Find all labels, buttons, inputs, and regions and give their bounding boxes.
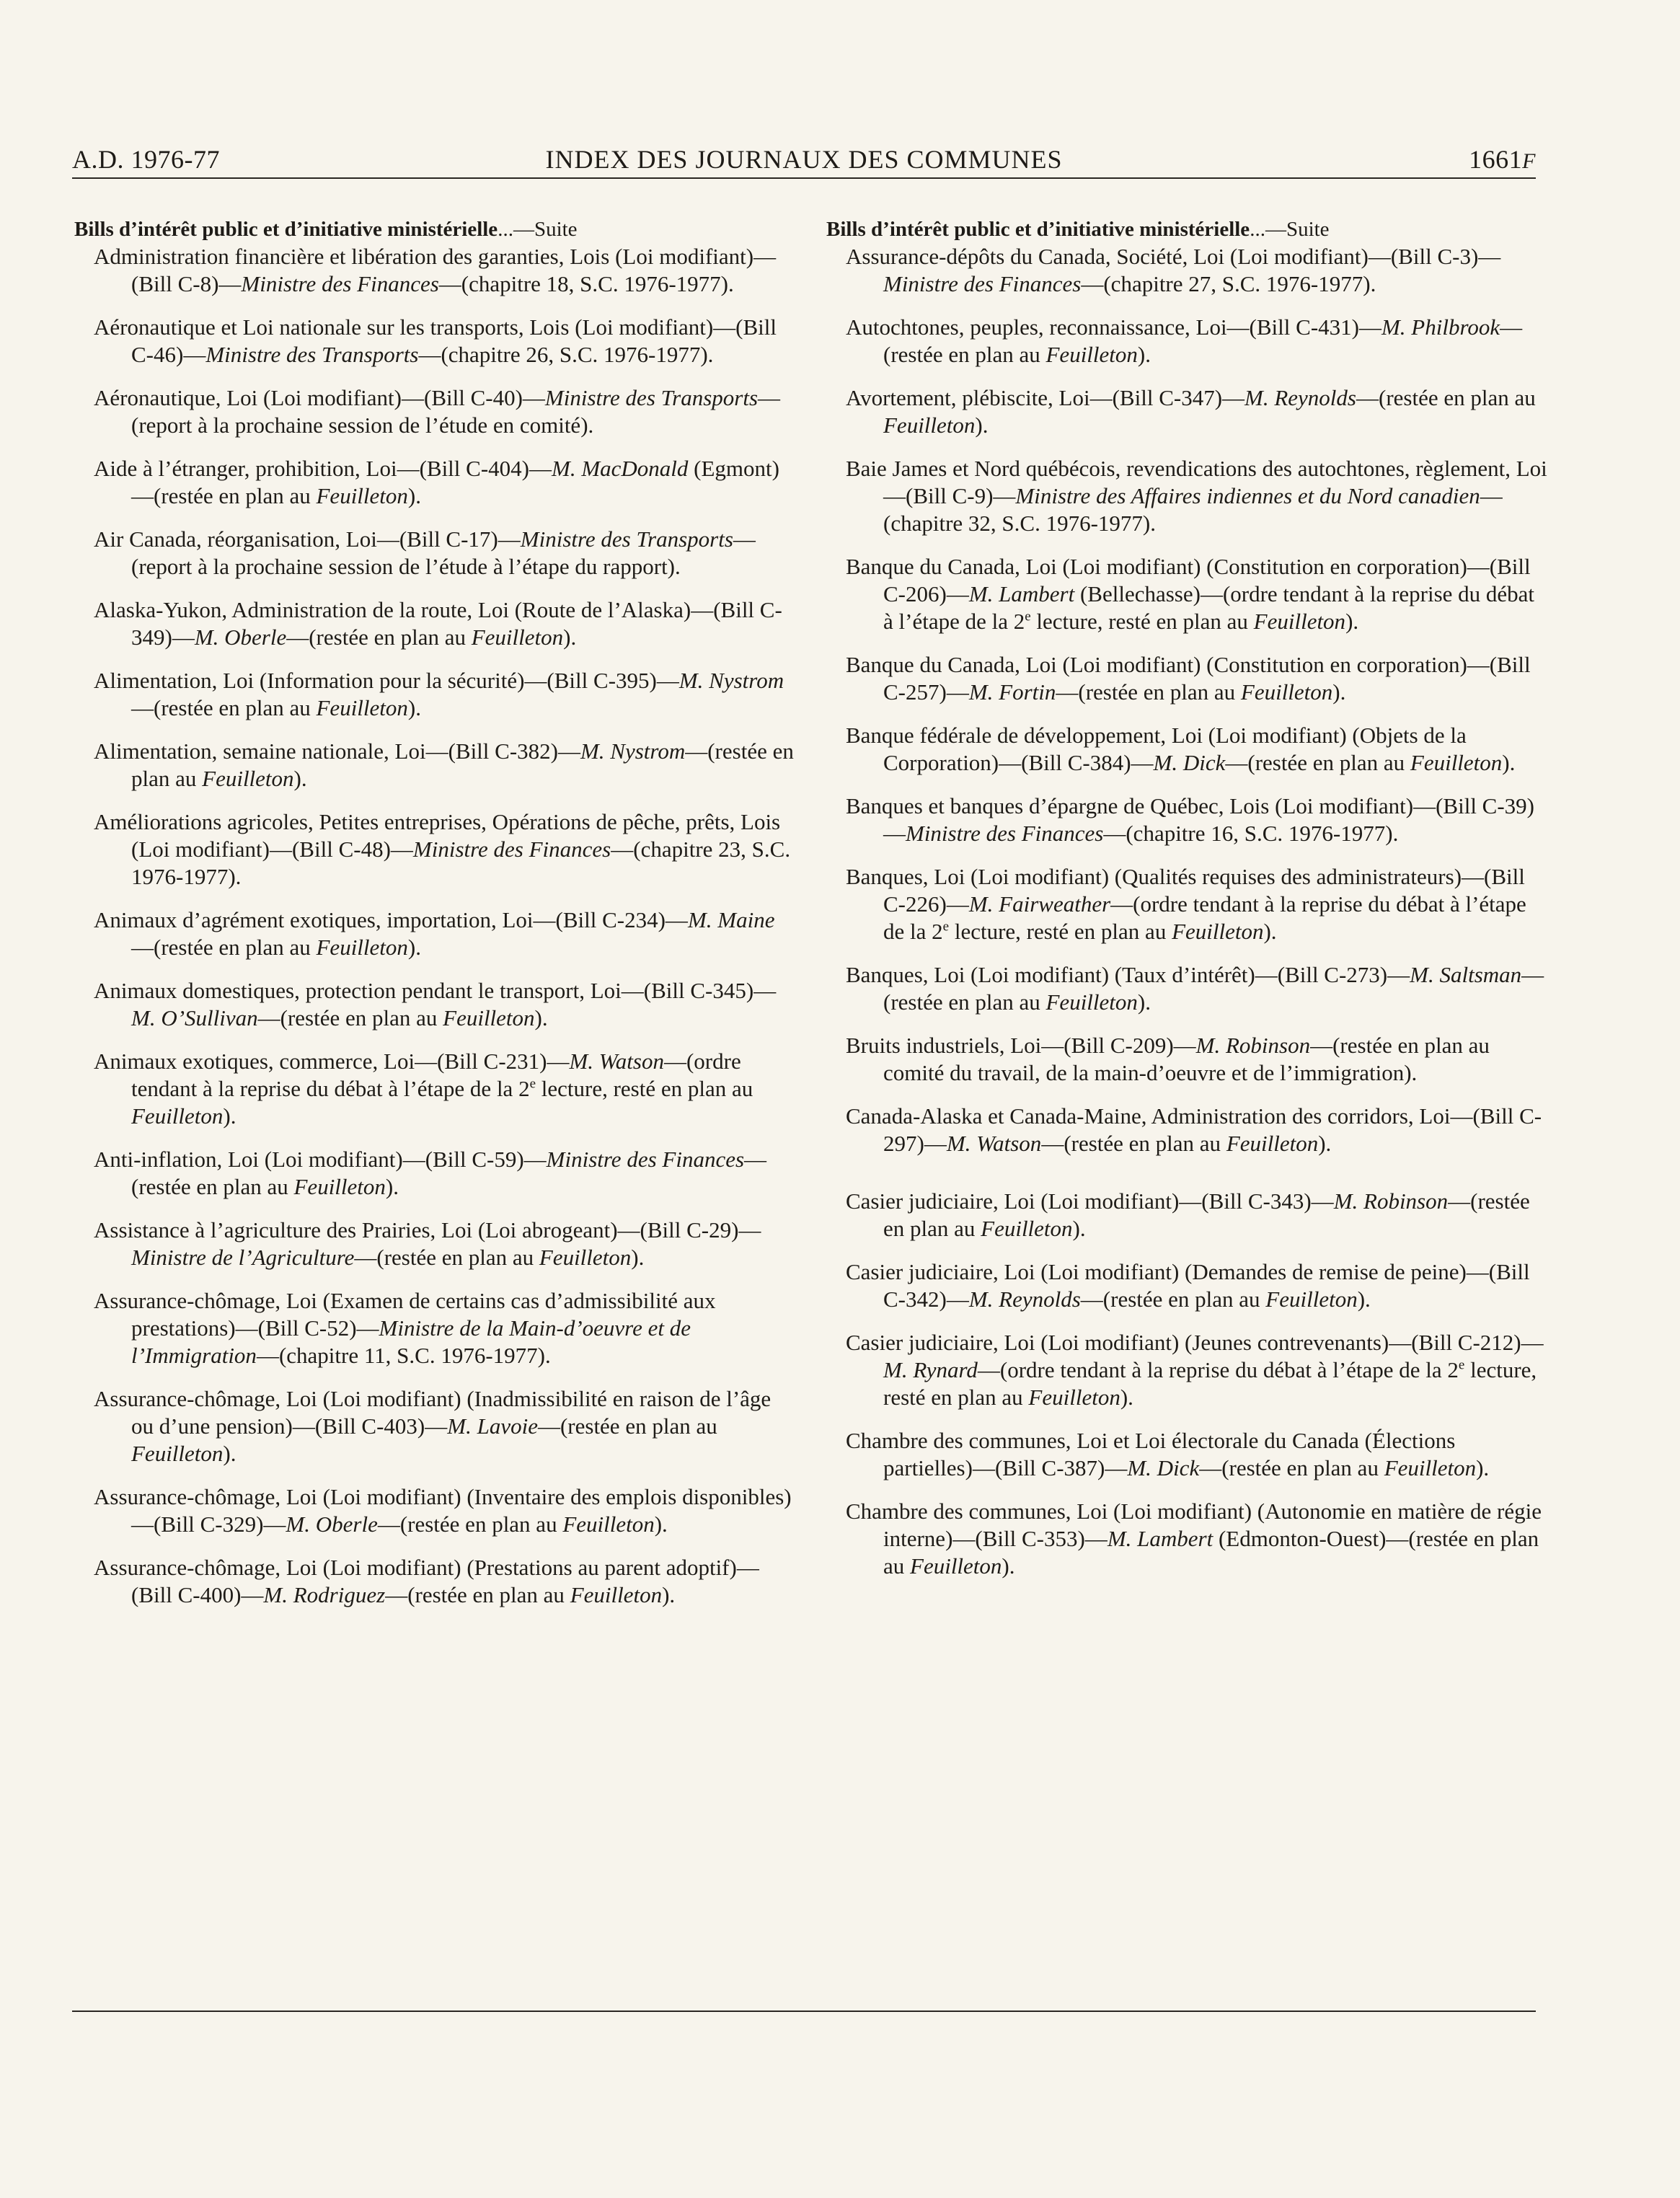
index-entry: Chambre des communes, Loi (Loi modifiant) (Autonomie en matière de régie interne)—(Bill C-353)—M. Lambert (Edmonton-Ouest)—(restée en plan au Feuilleton).	[846, 1499, 1542, 1579]
index-entry: Aide à l’étranger, prohibition, Loi—(Bill C-404)—M. MacDonald (Egmont)—(restée en plan au Feuilleton).	[94, 456, 779, 508]
index-entry: Alimentation, semaine nationale, Loi—(Bill C-382)—M. Nystrom—(restée en plan au Feuilleton).	[94, 738, 794, 791]
index-column-left	[74, 216, 795, 1625]
index-entry: Casier judiciaire, Loi (Loi modifiant) (Demandes de remise de peine)—(Bill C-342)—M. Reynolds—(restée en plan au Feuilleton).	[846, 1259, 1530, 1312]
index-entry: Chambre des communes, Loi et Loi électorale du Canada (Élections partielles)—(Bill C-387)—M. Dick—(restée en plan au Feuilleton).	[846, 1428, 1490, 1480]
index-entry: Bruits industriels, Loi—(Bill C-209)—M. Robinson—(restée en plan au comité du travail, de la main-d’oeuvre et de l’immigration).	[846, 1033, 1490, 1085]
index-entry: Assurance-chômage, Loi (Loi modifiant) (Inventaire des emplois disponibles)—(Bill C-329)—M. Oberle—(restée en plan au Feuilleton).	[94, 1484, 792, 1537]
index-entry: Banque fédérale de développement, Loi (Loi modifiant) (Objets de la Corporation)—(Bill C-384)—M. Dick—(restée en plan au Feuilleton).	[846, 723, 1516, 775]
index-entry: Avortement, plébiscite, Loi—(Bill C-347)—M. Reynolds—(restée en plan au Feuilleton).	[846, 385, 1536, 438]
page-header	[72, 144, 1536, 180]
index-entry: Assurance-dépôts du Canada, Société, Loi (Loi modifiant)—(Bill C-3)—Ministre des Finances—(chapitre 27, S.C. 1976-1977).	[846, 244, 1501, 296]
header-rule	[72, 177, 1536, 179]
index-entry: Air Canada, réorganisation, Loi—(Bill C-17)—Ministre des Transports—(report à la prochaine session de l’étude à l’étape du rapport).	[94, 526, 756, 579]
index-entry: Améliorations agricoles, Petites entreprises, Opérations de pêche, prêts, Lois (Loi modifiant)—(Bill C-48)—Ministre des Finances—(chapitre 23, S.C. 1976-1977).	[94, 809, 791, 889]
index-entry: Administration financière et libération des garanties, Lois (Loi modifiant)—(Bill C-8)—Ministre des Finances—(chapitre 18, S.C. 1976-1977).	[94, 244, 777, 296]
index-entry: Banques, Loi (Loi modifiant) (Taux d’intérêt)—(Bill C-273)—M. Saltsman—(restée en plan au Feuilleton).	[846, 962, 1544, 1015]
index-entry: Assurance-chômage, Loi (Loi modifiant) (Inadmissibilité en raison de l’âge ou d’une pension)—(Bill C-403)—M. Lavoie—(restée en plan au Feuilleton).	[94, 1386, 772, 1466]
index-entry: Autochtones, peuples, reconnaissance, Loi—(Bill C-431)—M. Philbrook—(restée en plan au Feuilleton).	[846, 314, 1523, 367]
index-entry: Animaux d’agrément exotiques, importation, Loi—(Bill C-234)—M. Maine—(restée en plan au Feuilleton).	[94, 907, 775, 960]
index-entry: Aéronautique et Loi nationale sur les transports, Lois (Loi modifiant)—(Bill C-46)—Ministre des Transports—(chapitre 26, S.C. 1976-1977).	[94, 314, 777, 367]
index-entry: Animaux exotiques, commerce, Loi—(Bill C-231)—M. Watson—(ordre tendant à la reprise du débat à l’étape de la 2e lecture, resté en plan au Feuilleton).	[94, 1049, 753, 1129]
index-entry: Assurance-chômage, Loi (Examen de certains cas d’admissibilité aux prestations)—(Bill C-52)—Ministre de la Main-d’oeuvre et de l’Immigration—(chapitre 11, S.C. 1976-1977).	[94, 1288, 716, 1368]
index-entry: Aéronautique, Loi (Loi modifiant)—(Bill C-40)—Ministre des Transports—(report à la prochaine session de l’étude en comité).	[94, 385, 781, 438]
section-heading: Bills d’intérêt public et d’initiative ministérielle...—Suite	[74, 218, 578, 241]
index-entry: Assistance à l’agriculture des Prairies, Loi (Loi abrogeant)—(Bill C-29)—Ministre de l’Agriculture—(restée en plan au Feuilleton).	[94, 1217, 761, 1270]
index-entry: Banque du Canada, Loi (Loi modifiant) (Constitution en corporation)—(Bill C-206)—M. Lambert (Bellechasse)—(ordre tendant à la reprise du débat à l’étape de la 2e lecture, resté en plan au Feuilleton).	[846, 554, 1535, 634]
index-entry: Canada-Alaska et Canada-Maine, Administration des corridors, Loi—(Bill C-297)—M. Watson—(restée en plan au Feuilleton).	[846, 1103, 1542, 1156]
header-year: A.D. 1976-77	[72, 145, 220, 174]
section-heading: Bills d’intérêt public et d’initiative ministérielle...—Suite	[826, 218, 1330, 241]
index-column-right	[826, 216, 1547, 1596]
index-entry: Banque du Canada, Loi (Loi modifiant) (Constitution en corporation)—(Bill C-257)—M. Fortin—(restée en plan au Feuilleton).	[846, 652, 1531, 705]
index-entry: Animaux domestiques, protection pendant le transport, Loi—(Bill C-345)—M. O’Sullivan—(restée en plan au Feuilleton).	[94, 978, 777, 1030]
index-entry: Assurance-chômage, Loi (Loi modifiant) (Prestations au parent adoptif)—(Bill C-400)—M. Rodriguez—(restée en plan au Feuilleton).	[94, 1555, 759, 1607]
index-entry: Baie James et Nord québécois, revendications des autochtones, règlement, Loi—(Bill C-9)—Ministre des Affaires indiennes et du Nord canadien—(chapitre 32, S.C. 1976-1977).	[846, 456, 1547, 536]
index-entry: Casier judiciaire, Loi (Loi modifiant) (Jeunes contrevenants)—(Bill C-212)—M. Rynard—(ordre tendant à la reprise du débat à l’étape de la 2e lecture, resté en plan au Feuilleton).	[846, 1330, 1544, 1410]
index-entry: Anti-inflation, Loi (Loi modifiant)—(Bill C-59)—Ministre des Finances—(restée en plan au Feuilleton).	[94, 1147, 767, 1199]
index-entry: Banques et banques d’épargne de Québec, Lois (Loi modifiant)—(Bill C-39)—Ministre des Finances—(chapitre 16, S.C. 1976-1977).	[846, 793, 1535, 846]
page-number: 1661F	[1469, 145, 1536, 174]
index-entry: Casier judiciaire, Loi (Loi modifiant)—(Bill C-343)—M. Robinson—(restée en plan au Feuilleton).	[846, 1188, 1530, 1241]
index-entry: Alaska-Yukon, Administration de la route, Loi (Route de l’Alaska)—(Bill C-349)—M. Oberle—(restée en plan au Feuilleton).	[94, 597, 782, 650]
index-entry: Alimentation, Loi (Information pour la sécurité)—(Bill C-395)—M. Nystrom—(restée en plan au Feuilleton).	[94, 668, 784, 720]
index-entry: Banques, Loi (Loi modifiant) (Qualités requises des administrateurs)—(Bill C-226)—M. Fairweather—(ordre tendant à la reprise du débat à l’étape de la 2e lecture, resté en plan au Feuilleton).	[846, 864, 1526, 944]
header-title: INDEX DES JOURNAUX DES COMMUNES	[545, 145, 1063, 174]
footer-rule	[72, 2011, 1536, 2012]
